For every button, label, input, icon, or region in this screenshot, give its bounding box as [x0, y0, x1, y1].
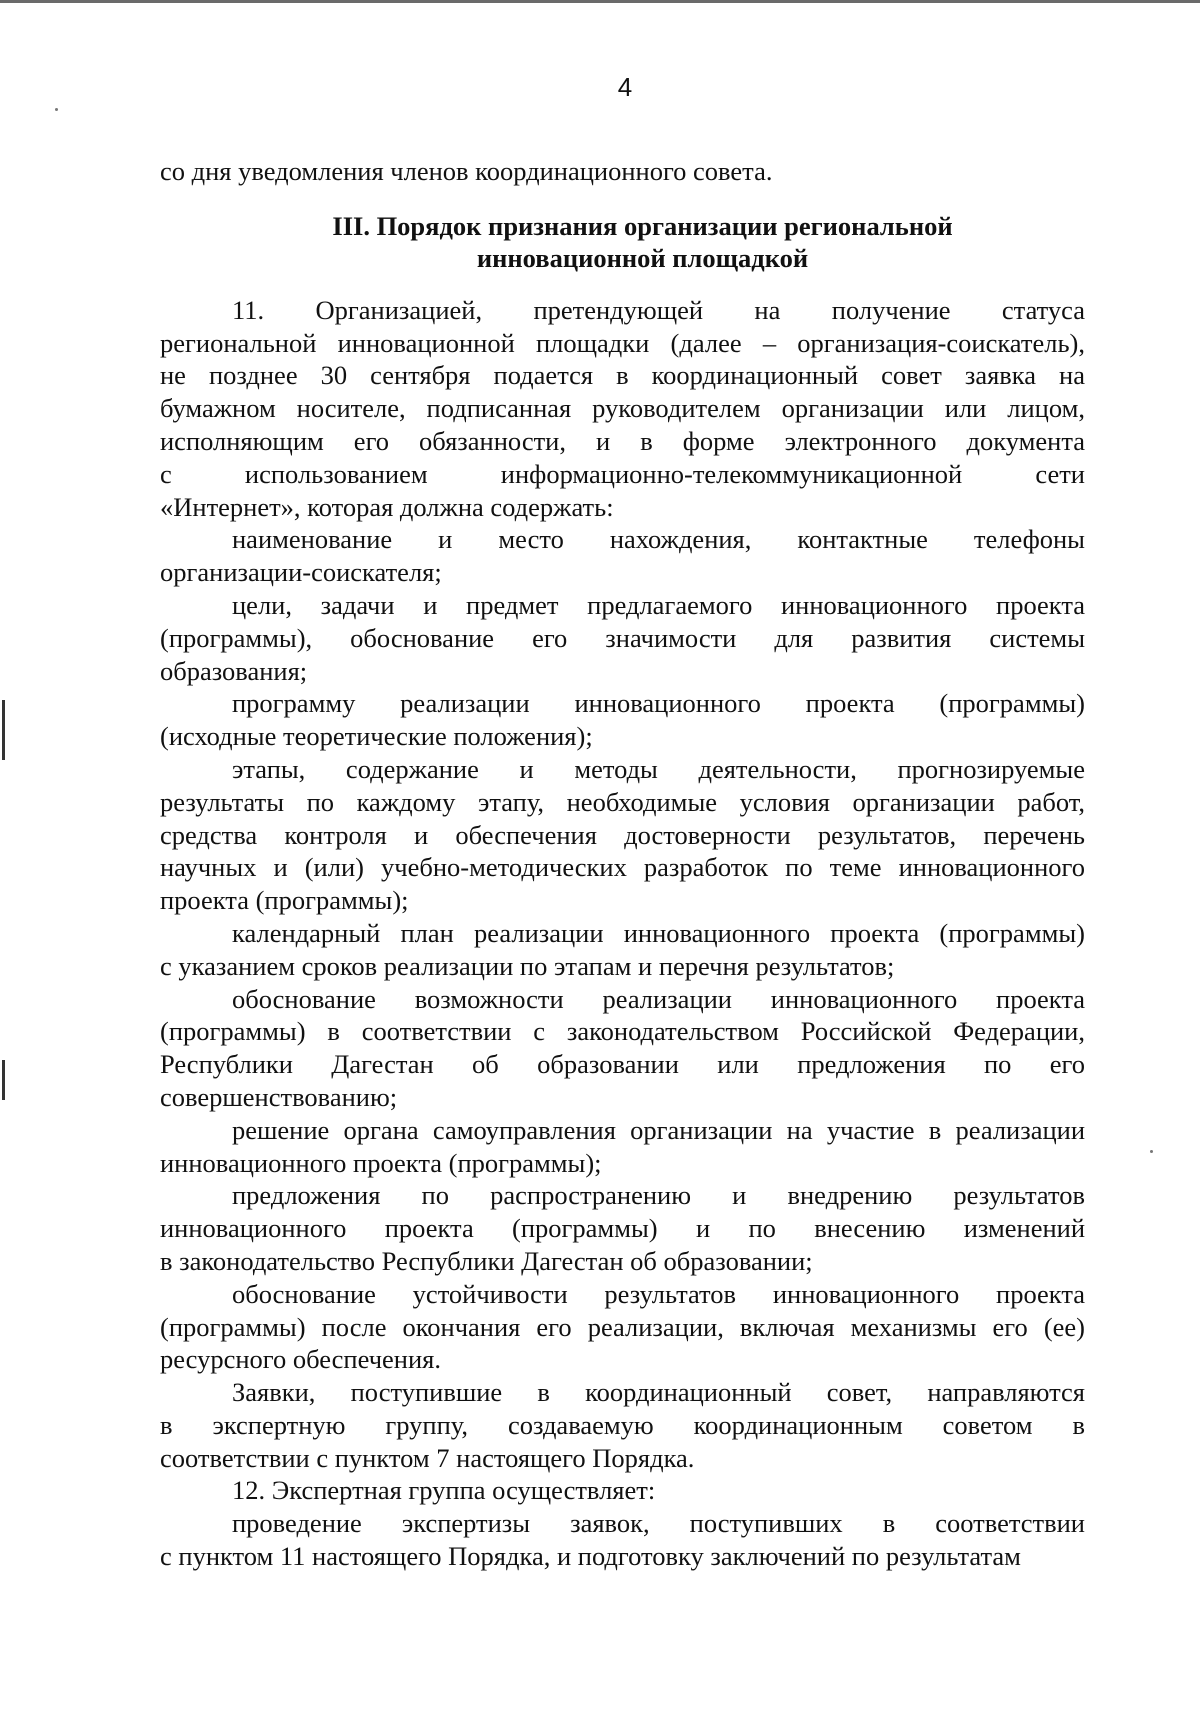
paragraph-line: организации-соискателя; [160, 557, 442, 588]
paragraph [160, 589, 1085, 687]
paragraph [160, 1179, 1085, 1277]
paragraph [160, 1507, 1085, 1573]
section-heading: инновационной площадкой [476, 242, 809, 273]
paragraph-line: бумажном носителе, подписанная руководителем организации или лицом, [160, 393, 1085, 424]
paragraph [160, 1278, 1085, 1376]
paragraph-line: инновационного проекта (программы); [160, 1147, 602, 1178]
paragraph-line: 11. Организацией, претендующей на получение статуса [232, 294, 1085, 325]
paragraph-line: (программы) в соответствии с законодательством Российской Федерации, [160, 1016, 1085, 1047]
paragraph-line: решение органа самоуправления организации на участие в реализации [232, 1114, 1085, 1145]
paragraph-line: научных и (или) учебно-методических разработок по теме инновационного [160, 852, 1085, 883]
scan-edge [0, 0, 1200, 3]
paragraph [160, 753, 1085, 917]
scan-speck [55, 108, 58, 111]
scan-edge-mark [2, 1060, 5, 1100]
paragraph-line: ресурсного обеспечения. [160, 1344, 441, 1375]
paragraph-line: программу реализации инновационного проекта (программы) [232, 688, 1085, 719]
paragraph-line: инновационного проекта (программы) и по внесению изменений [160, 1213, 1085, 1244]
paragraph-line: образования; [160, 655, 308, 686]
section-heading: III. Порядок признания организации региональной [332, 210, 953, 241]
paragraph [160, 1474, 1085, 1507]
paragraph-line: предложения по распространению и внедрению результатов [232, 1180, 1085, 1211]
paragraph [160, 983, 1085, 1114]
paragraph-line: «Интернет», которая должна содержать: [160, 491, 614, 522]
scan-speck [1150, 1150, 1153, 1153]
paragraph-line: проведение экспертизы заявок, поступивших в соответствии [232, 1508, 1085, 1539]
paragraph-line: с указанием сроков реализации по этапам и перечня результатов; [160, 950, 895, 981]
paragraph [160, 1114, 1085, 1180]
paragraph [160, 294, 1085, 524]
paragraph-line: с использованием информационно-телекоммуникационной сети [160, 458, 1085, 489]
paragraph [160, 523, 1085, 589]
paragraph-line: Заявки, поступившие в координационный совет, направляются [232, 1377, 1085, 1408]
paragraph [160, 1376, 1085, 1474]
paragraph-list [160, 294, 1085, 1573]
paragraph-line: исполняющим его обязанности, и в форме электронного документа [160, 425, 1085, 456]
paragraph-line: обоснование возможности реализации инновационного проекта [232, 983, 1085, 1014]
paragraph-line: результаты по каждому этапу, необходимые условия организации работ, [160, 786, 1085, 817]
paragraph-line: средства контроля и обеспечения достоверности результатов, перечень [160, 819, 1085, 850]
paragraph-line: соответствии с пунктом 7 настоящего Порядка. [160, 1442, 695, 1473]
paragraph-line: с пунктом 11 настоящего Порядка, и подготовку заключений по результатам [160, 1541, 1021, 1572]
paragraph-line: Республики Дагестан об образовании или предложения по его [160, 1049, 1085, 1080]
paragraph-line: (программы) после окончания его реализации, включая механизмы его (ее) [160, 1311, 1085, 1342]
paragraph-line: цели, задачи и предмет предлагаемого инновационного проекта [232, 589, 1085, 620]
paragraph [160, 687, 1085, 753]
body-text-line: со дня уведомления членов координационного совета. [160, 156, 773, 186]
paragraph-line: 12. Экспертная группа осуществляет: [232, 1475, 656, 1506]
paragraph-line: не позднее 30 сентября подается в координационный совет заявка на [160, 360, 1085, 391]
paragraph-line: региональной инновационной площадки (далее – организация-соискатель), [160, 327, 1085, 358]
paragraph-line: совершенствованию; [160, 1081, 398, 1112]
paragraph [160, 917, 1085, 983]
document-body [160, 155, 1085, 1573]
paragraph-line: (программы), обоснование его значимости для развития системы [160, 622, 1085, 653]
paragraph-line: в законодательство Республики Дагестан об образовании; [160, 1245, 813, 1276]
scan-edge-mark [2, 700, 5, 760]
paragraph-line: этапы, содержание и методы деятельности, прогнозируемые [232, 753, 1085, 784]
paragraph-line: наименование и место нахождения, контактные телефоны [232, 524, 1085, 555]
paragraph-line: проекта (программы); [160, 885, 409, 916]
paragraph-line: в экспертную группу, создаваемую координационным советом в [160, 1409, 1085, 1440]
page-number: 4 [617, 72, 633, 102]
paragraph-line: (исходные теоретические положения); [160, 721, 593, 752]
paragraph-line: календарный план реализации инновационного проекта (программы) [232, 917, 1085, 948]
paragraph-line: обоснование устойчивости результатов инновационного проекта [232, 1278, 1085, 1309]
